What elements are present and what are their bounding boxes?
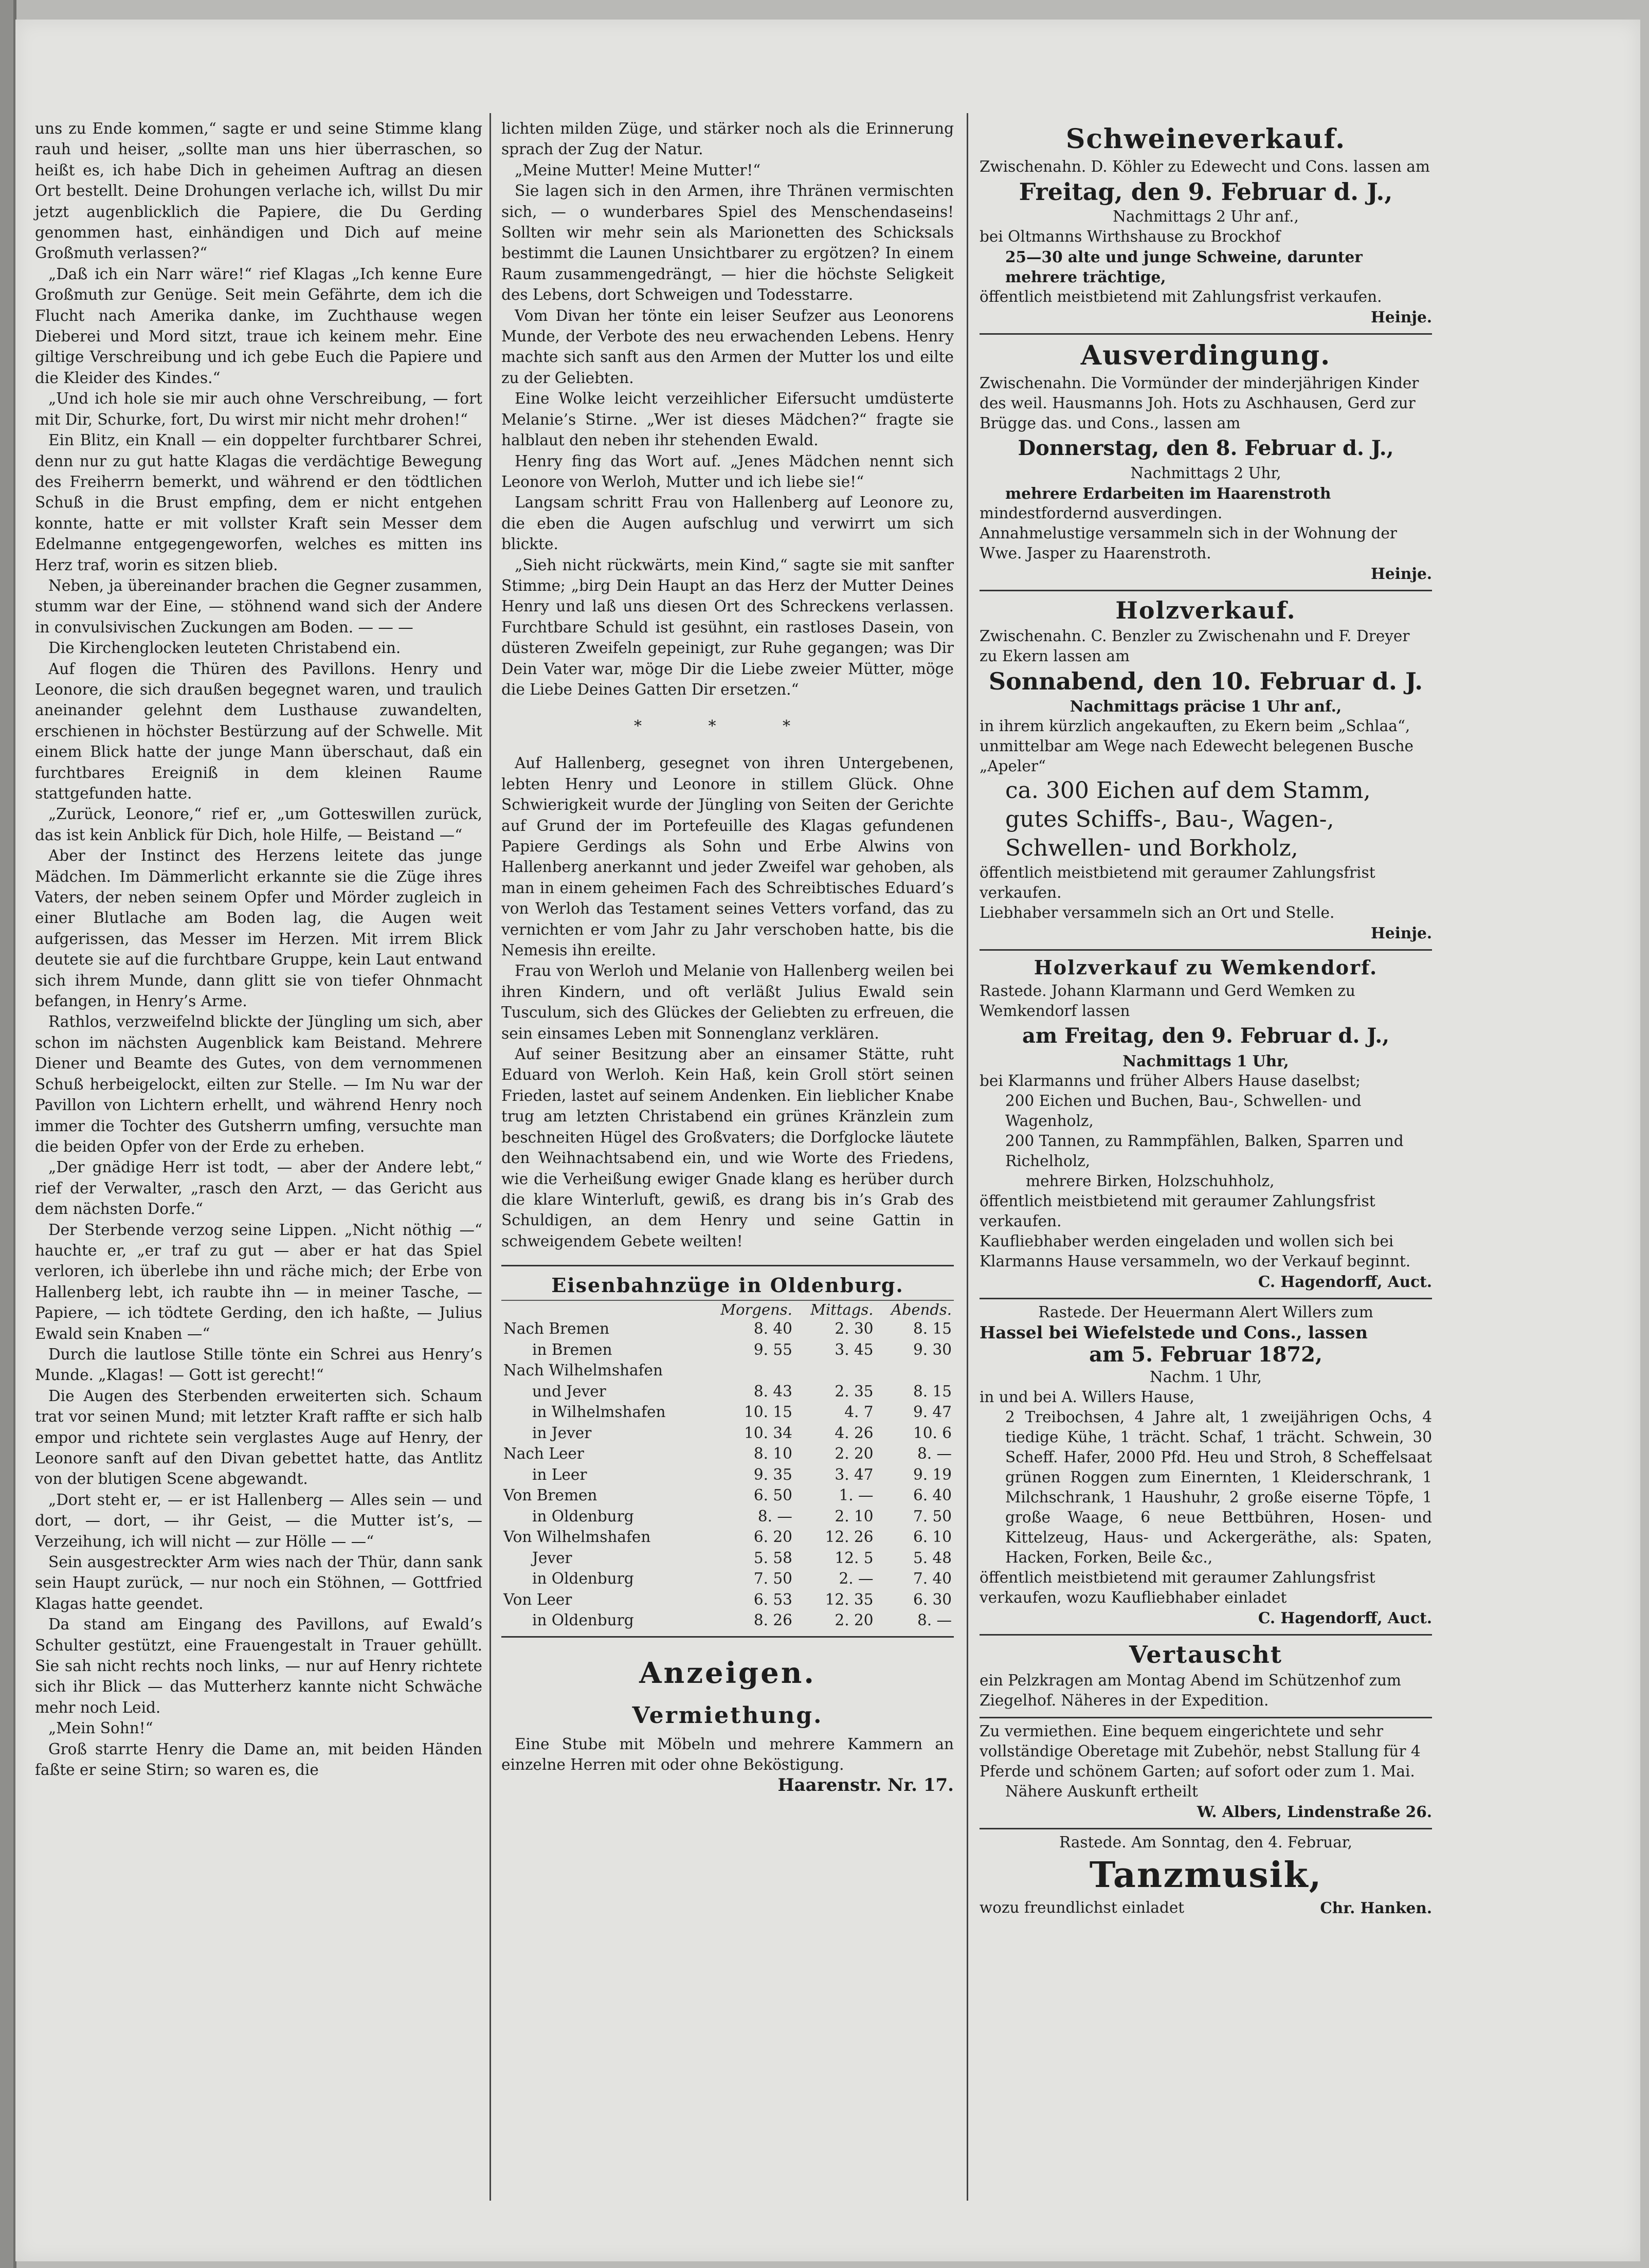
story-paragraph: Neben, ja übereinander brachen die Gegner zusammen, stumm war der Eine, — stöhnend wand sich der Andere in convulsivischen Zuckungen am Boden. — — — xyxy=(35,576,482,636)
railway-time: 8. 10 xyxy=(753,1445,792,1463)
ad-line: 25—30 alte und junge Schweine, darunter mehrere trächtige, xyxy=(1005,248,1363,286)
story-paragraph: Aber der Instinct des Herzens leitete das junge Mädchen. Im Dämmerlicht erkannte sie die Züge ihres Vaters, der neben seinem Opfer und Mörder zugleich in einer Blutlache am Boden lag, die Augen weit aufgerissen, das Messer im Herzen. Mit irrem Blick deutete sie auf die furchtbare Gruppe, kein Laut entwand sich ihrem Munde, dann glitt sie von tiefer Ohnmacht befangen, in Henry’s Arme. xyxy=(35,847,482,1010)
ad-zu-vermiethen xyxy=(980,1718,1432,1829)
ad-date: am Freitag, den 9. Februar d. J., xyxy=(1022,1024,1390,1048)
column-header: Abends. xyxy=(891,1301,952,1319)
ad-signature: Chr. Hanken. xyxy=(1320,1899,1432,1917)
ad-line: Zwischenahn. D. Köhler zu Edewecht und Cons. lassen am xyxy=(980,158,1430,175)
railway-row xyxy=(501,1381,954,1402)
ad-signature: C. Hagendorff, Auct. xyxy=(1258,1273,1432,1291)
railway-time: 3. 47 xyxy=(835,1465,874,1483)
ad-line: Kaufliebhaber werden eingeladen und wollen sich bei Klarmanns Hause versammeln, wo der Verkauf beginnt. xyxy=(980,1232,1411,1270)
story-paragraph: lichten milden Züge, und stärker noch als die Erinnerung sprach der Zug der Natur. xyxy=(501,120,954,158)
ad-holzverkauf-wemkendorf xyxy=(980,951,1432,1299)
story-paragraph: Durch die lautlose Stille tönte ein Schrei aus Henry’s Munde. „Klagas! — Gott ist gerecht!“ xyxy=(35,1345,482,1384)
ad-title: Tanzmusik, xyxy=(1089,1855,1322,1896)
ad-line: öffentlich meistbietend mit geraumer Zahlungsfrist verkaufen, wozu Kaufliebhaber einladet xyxy=(980,1569,1375,1606)
railway-time: 7. 40 xyxy=(913,1570,952,1588)
ad-address: Haarenstr. Nr. 17. xyxy=(777,1775,954,1796)
railway-time xyxy=(702,1360,794,1381)
railway-time: 8. 40 xyxy=(753,1320,792,1338)
story-paragraph: Auf Hallenberg, gesegnet von ihren Untergebenen, lebten Henry und Leonore in stillem Glück. Ohne Schwierigkeit wurde der Jüngling von Seiten der Gerichte auf Grund der im Portefeuille des Klagas gefundenen Papiere Gerdings als Sohn und Erbe Alwins von Hallenberg anerkannt und jeder Zweifel war gehoben, als man in einem geheimen Fach des Schreibtisches Eduard’s von Werloh das Testament seines Vetters vorfand, das zu vernichten er vom Jahr zu Jahr verschoben hatte, bis die Nemesis ihn ereilte. xyxy=(501,754,954,959)
ad-line: 200 Tannen, zu Rammpfählen, Balken, Sparren und Richelholz, xyxy=(1005,1132,1404,1170)
railway-row xyxy=(501,1402,954,1423)
column-rule-left xyxy=(490,113,491,2201)
railway-time: 7. 50 xyxy=(913,1507,952,1525)
railway-station: Jever xyxy=(532,1549,572,1567)
railway-time: 6. 20 xyxy=(753,1528,792,1546)
story-paragraph: „Zurück, Leonore,“ rief er, „um Gotteswillen zurück, das ist kein Anblick für Dich, hole Hilfe, — Beistand —“ xyxy=(35,805,482,844)
story-paragraph: Die Augen des Sterbenden erweiterten sich. Schaum trat vor seinen Mund; mit letzter Kraft raffte er sich halb empor und richtete sein verglastes Auge auf Henry, der Leonore sanft auf den Divan gebettet hatte, das Antlitz von der blutigen Scene abgewandt. xyxy=(35,1387,482,1488)
ad-title: Ausverdingung. xyxy=(1080,340,1331,371)
ad-line: wozu freundlichst einladet xyxy=(980,1899,1185,1916)
railway-time: 8. 43 xyxy=(753,1382,792,1400)
ad-line: 200 Eichen und Buchen, Bau-, Schwellen- und Wagenholz, xyxy=(1005,1092,1362,1130)
railway-row xyxy=(501,1568,954,1589)
railway-row xyxy=(501,1464,954,1485)
railway-time: 2. 30 xyxy=(835,1320,874,1338)
ad-line: Nachmittags 2 Uhr anf., xyxy=(1113,208,1299,225)
railway-station: in Oldenburg xyxy=(532,1507,634,1525)
ad-signature: Heinje. xyxy=(1370,565,1432,583)
ad-line: Zu vermiethen. Eine bequem eingerichtete und sehr vollständige Oberetage mit Zubehör, nebst Stallung für 4 Pferde und schönem Garten; auf sofort oder zum 1. Mai. xyxy=(980,1722,1421,1780)
railway-station: Von Leer xyxy=(503,1590,572,1608)
railway-time xyxy=(794,1360,876,1381)
story-paragraph: Sein ausgestreckter Arm wies nach der Thür, dann sank sein Haupt zurück, — nur noch ein Stöhnen, — Gottfried Klagas hatte geendet. xyxy=(35,1553,482,1612)
ad-line: Nachmittags 1 Uhr, xyxy=(1122,1052,1289,1070)
railway-station: in Oldenburg xyxy=(532,1570,634,1588)
ad-title: Schweineverkauf. xyxy=(1065,123,1346,155)
ad-signature: C. Hagendorff, Auct. xyxy=(1258,1609,1432,1627)
story-paragraph: uns zu Ende kommen,“ sagte er und seine Stimme klang rauh und heiser, „sollte man uns hier überraschen, so heißt es, ich habe Dich in geheimen Auftrag an diesen Ort bestellt. Deine Drohungen verlache ich, willst Du mir jetzt augenblicklich die Papiere, die Du Gerding genommen hast, einhändigen und Dich auf meine Großmuth verlassen?“ xyxy=(35,120,482,262)
railway-time: 2. 35 xyxy=(835,1382,874,1400)
story-paragraph: Groß starrte Henry die Dame an, mit beiden Händen faßte er seine Stirn; so waren es, die xyxy=(35,1740,482,1779)
railway-time: 12. 26 xyxy=(825,1528,874,1546)
ad-line: in ihrem kürzlich angekauften, zu Ekern beim „Schlaa“, unmittelbar am Wege nach Edewecht belegenen Busche „Apeler“ xyxy=(980,717,1414,775)
ad-date: am 5. Februar 1872, xyxy=(1089,1342,1322,1367)
railway-row xyxy=(501,1548,954,1569)
railway-station: in Wilhelmshafen xyxy=(532,1403,666,1421)
story-paragraph: Auf flogen die Thüren des Pavillons. Henry und Leonore, die sich draußen begegnet waren, und traulich aneinander gelehnt dem Lusthause zuwandelten, erschienen in höchster Bestürzung auf der Schwelle. Mit einem Blick hatte der junge Mann überschaut, daß ein furchtbares Ereigniß in dem kleinen Raume stattgefunden hatte. xyxy=(35,660,482,802)
ad-line: Nachmittags 2 Uhr, xyxy=(1130,464,1281,482)
railway-time: 9. 19 xyxy=(913,1465,952,1483)
story-paragraph: Auf seiner Besitzung aber an einsamer Stätte, ruht Eduard von Werloh. Kein Haß, kein Groll stört seinen Frieden, lastet auf seinem Andenken. Ein lieblicher Knabe trug am letzten Christabend ein grünes Kränzlein zum beschneiten Hügel des Großvaters; die Dorfglocke läutete den Weihnachtsabend ein, und wie Worte des Friedens, wie die Verheißung ewiger Gnade klang es herüber durch die klare Winterluft, gewiß, es drang bis in’s Grab des Schuldigen, an dem Henry und seine Gattin in schweigendem Gebete weilten! xyxy=(501,1045,954,1250)
railway-time: 9. 35 xyxy=(753,1465,792,1483)
railway-station: in Jever xyxy=(532,1424,592,1442)
railway-time: 6. 53 xyxy=(753,1590,792,1608)
ad-tanzmusik xyxy=(980,1829,1432,1924)
ad-line: Zwischenahn. C. Benzler zu Zwischenahn und F. Dreyer zu Ekern lassen am xyxy=(980,627,1410,665)
ad-line: Rastede. Am Sonntag, den 4. Februar, xyxy=(1059,1834,1353,1851)
railway-time: 9. 30 xyxy=(913,1340,952,1358)
ad-line: öffentlich meistbietend mit geraumer Zahlungsfrist verkaufen. xyxy=(980,864,1375,901)
railway-table xyxy=(501,1301,954,1631)
story-paragraph: Henry fing das Wort auf. „Jenes Mädchen nennt sich Leonore von Werloh, Mutter und ich liebe sie!“ xyxy=(501,452,954,491)
story-paragraph: Rathlos, verzweifelnd blickte der Jüngling um sich, aber schon im nächsten Augenblick kam Beistand. Mehrere Diener und Beamte des Gutes, von dem vernommenen Schuß herbeigelockt, eilten zur Stelle. — Im Nu war der Pavillon von Lichtern erhellt, und während Henry noch immer die Tochter des Gutsherrn umfing, versuchte man die beiden Opfer von der Erde zu erheben. xyxy=(35,1013,482,1155)
ad-line: in und bei A. Willers Hause, xyxy=(980,1388,1194,1406)
ad-hassel-auction xyxy=(980,1299,1432,1636)
railway-time: 8. 15 xyxy=(913,1382,952,1400)
railway-time: 6. 40 xyxy=(913,1486,952,1504)
ad-line: 2 Treibochsen, 4 Jahre alt, 1 zweijährigen Ochs, 4 tiedige Kühe, 1 trächt. Schaf, 1 trächt. Schwein, 30 Scheff. Hafer, 2000 Pfd. Heu und Stroh, 8 Scheffelsaat grünen Roggen zum Einernten, 1 Kleiderschrank, 1 Milchschrank, 1 Haushuhr, 2 große eiserne Töpfe, 1 große Waage, 6 neue Bettbühren, Hosen- und Kittelzeug, Haus- und Ackergeräthe, als: Spaten, Hacken, Forken, Beile &c., xyxy=(1005,1408,1432,1566)
ad-line: Rastede. Der Heuermann Alert Willers zum xyxy=(1038,1303,1373,1321)
railway-timetable-title: Eisenbahnzüge in Oldenburg. xyxy=(501,1265,954,1301)
railway-time: 1. — xyxy=(839,1486,874,1504)
ad-ausverdingung xyxy=(980,335,1432,591)
railway-row xyxy=(501,1360,954,1381)
ad-schweineverkauf xyxy=(980,118,1432,335)
ad-line: ca. 300 Eichen auf dem Stamm, gutes Schiffs-, Bau-, Wagen-, Schwellen- und Borkholz, xyxy=(1005,777,1371,861)
story-paragraph: „Der gnädige Herr ist todt, — aber der Andere lebt,“ rief der Verwalter, „rasch den Arzt, — das Gericht aus dem nächsten Dorfe.“ xyxy=(35,1158,482,1218)
ad-line: ein Pelzkragen am Montag Abend im Schützenhof zum Ziegelhof. Näheres in der Expedition. xyxy=(980,1672,1401,1709)
railway-time: 12. 5 xyxy=(835,1549,874,1567)
ad-date: Donnerstag, den 8. Februar d. J., xyxy=(1018,436,1394,460)
railway-time: 4. 26 xyxy=(835,1424,874,1442)
railway-time: 2. — xyxy=(839,1570,874,1588)
railway-time: 10. 6 xyxy=(913,1424,952,1442)
ad-signature: Heinje. xyxy=(1370,924,1432,942)
railway-row xyxy=(501,1527,954,1548)
railway-time: 10. 15 xyxy=(744,1403,792,1421)
railway-time: 3. 45 xyxy=(835,1340,874,1358)
railway-row xyxy=(501,1589,954,1610)
ad-line: öffentlich meistbietend mit Zahlungsfrist verkaufen. xyxy=(980,288,1382,305)
ad-line: mindestfordernd ausverdingen. xyxy=(980,504,1223,522)
ad-footer xyxy=(980,1898,1432,1918)
story-paragraph: Eine Wolke leicht verzeihlicher Eifersucht umdüsterte Melanie’s Stirne. „Wer ist dieses Mädchen?“ fragte sie halblaut den neben ihr stehenden Ewald. xyxy=(501,390,954,449)
story-paragraph: Ein Blitz, ein Knall — ein doppelter furchtbarer Schrei, denn nur zu gut hatte Klagas die verdächtige Bewegung des Freiherrn bemerkt, und während er den tödtlichen Schuß in die Brust empfing, dem er nicht entgehen konnte, hatte er mit vollster Kraft sein Messer dem Edelmanne entgegengeworfen, welches es mitten ins Herz traf, worin es sitzen blieb. xyxy=(35,431,482,574)
ad-line: mehrere Birken, Holzschuhholz, xyxy=(1026,1172,1275,1190)
story-column-1 xyxy=(35,118,482,1781)
ad-line: öffentlich meistbietend mit geraumer Zahlungsfrist verkaufen. xyxy=(980,1192,1375,1230)
railway-station: Nach Leer xyxy=(503,1445,584,1463)
railway-time: 8. — xyxy=(757,1507,792,1525)
railway-time: 6. 10 xyxy=(913,1528,952,1546)
railway-row xyxy=(501,1339,954,1360)
railway-row xyxy=(501,1443,954,1464)
ad-line: bei Oltmanns Wirthshause zu Brockhof xyxy=(980,228,1281,245)
story-paragraph: Die Kirchenglocken leuteten Christabend ein. xyxy=(48,639,401,657)
railway-time: 4. 7 xyxy=(844,1403,874,1421)
story-paragraph: „Mein Sohn!“ xyxy=(48,1719,153,1737)
railway-time: 8. — xyxy=(917,1445,952,1463)
ad-line: Nachm. 1 Uhr, xyxy=(1150,1368,1262,1386)
ad-line: bei Klarmanns und früher Albers Hause daselbst; xyxy=(980,1072,1361,1090)
railway-time: 8. 26 xyxy=(753,1611,792,1629)
railway-time: 6. 50 xyxy=(753,1486,792,1504)
ad-title: Holzverkauf zu Wemkendorf. xyxy=(1034,956,1378,979)
column-header: Mittags. xyxy=(810,1301,874,1319)
section-separator-stars: * * * xyxy=(633,717,822,736)
railway-row xyxy=(501,1318,954,1339)
railway-station: in Bremen xyxy=(532,1340,612,1358)
railway-row xyxy=(501,1610,954,1631)
railway-time: 5. 58 xyxy=(753,1549,792,1567)
column-rule-right xyxy=(967,113,968,2201)
railway-time: 9. 47 xyxy=(913,1403,952,1421)
previous-page-edge xyxy=(0,0,13,2268)
ad-text: Eine Stube mit Möbeln und mehrere Kammern an einzelne Herren mit oder ohne Beköstigung. xyxy=(501,1735,954,1774)
railway-station: in Oldenburg xyxy=(532,1611,634,1629)
ad-line: Hassel bei Wiefelstede und Cons., lassen xyxy=(980,1322,1368,1342)
column-header: Morgens. xyxy=(720,1301,792,1319)
ad-holzverkauf xyxy=(980,591,1432,951)
ad-date: Sonnabend, den 10. Februar d. J. xyxy=(988,667,1423,695)
ad-title: Holzverkauf. xyxy=(1115,596,1296,624)
ad-vertauscht xyxy=(980,1636,1432,1718)
railway-station: Von Wilhelmshafen xyxy=(503,1528,651,1546)
story-paragraph: Sie lagen sich in den Armen, ihre Thränen vermischten sich, — o wunderbares Spiel des Menschendaseins! Sollten wir mehr sein als Marionetten des Schicksals bestimmt die Launen Unsichtbarer zu ergötzen? In einem Raum zusammengedrängt, — hier die höchste Seligkeit des Lebens, dort Schweigen und Todesstarre. xyxy=(501,182,954,304)
railway-timetable xyxy=(501,1301,954,1638)
story-paragraph: „Daß ich ein Narr wäre!“ rief Klagas „Ich kenne Eure Großmuth zur Genüge. Seit mein Gefährte, dem ich die Flucht nach Amerika danke, im Zuchthause wegen Dieberei und Mord sitzt, traue ich keinem mehr. Eine giltige Verschreibung und ich gebe Euch die Papiere und die Kleider des Kindes.“ xyxy=(35,265,482,387)
ad-date: Freitag, den 9. Februar d. J., xyxy=(1019,178,1393,206)
ad-title: Vertauscht xyxy=(1129,1641,1283,1668)
ad-line: Liebhaber versammeln sich an Ort und Stelle. xyxy=(980,904,1335,921)
railway-time: 9. 55 xyxy=(753,1340,792,1358)
railway-row xyxy=(501,1485,954,1506)
railway-station: Von Bremen xyxy=(503,1486,597,1504)
railway-time: 8. — xyxy=(917,1611,952,1629)
railway-station: Nach Bremen xyxy=(503,1320,609,1338)
story-paragraph: Frau von Werloh und Melanie von Hallenberg weilen bei ihren Kindern, und oft verläßt Julius Ewald sein Tusculum, sich des Glückes der Geliebten zu erfreuen, die sein einsames Leben mit Sonnenglanz verklären. xyxy=(501,962,954,1042)
story-paragraph: Vom Divan her tönte ein leiser Seufzer aus Leonorens Munde, der Verbote des neu erwachenden Lebens. Henry machte sich sanft aus den Armen der Mutter los und eilte zu der Geliebten. xyxy=(501,306,954,387)
ads-column xyxy=(980,118,1432,1924)
story-paragraph: Der Sterbende verzog seine Lippen. „Nicht nöthig —“ hauchte er, „er traf zu gut — aber er hat das Spiel verloren, ich überlebe ihn und räche mich; der Erbe von Hallenberg lebt, ich raubte ihn — in meiner Tasche, — Papiere, — ich tödtete Gerding, den ich haßte, — Julius Ewald sein Knaben —“ xyxy=(35,1221,482,1342)
railway-time: 12. 35 xyxy=(825,1590,874,1608)
railway-time: 8. 15 xyxy=(913,1320,952,1338)
story-column-2 xyxy=(501,118,954,1796)
railway-station: Nach Wilhelmshafen xyxy=(503,1362,663,1380)
ad-line: Nähere Auskunft ertheilt xyxy=(1005,1783,1198,1800)
railway-row xyxy=(501,1423,954,1444)
railway-time: 10. 34 xyxy=(744,1424,792,1442)
ad-title-vermiethung: Vermiethung. xyxy=(632,1702,823,1729)
railway-time: 6. 30 xyxy=(913,1590,952,1608)
story-paragraph: „Sieh nicht rückwärts, mein Kind,“ sagte sie mit sanfter Stimme; „birg Dein Haupt an das Herz der Mutter Deines Henry und laß uns diesen Ort des Schreckens verlassen. Furchtbare Schuld ist gesühnt, ein rastloses Dasein, von düsteren Zweifeln gepeinigt, zur Ruhe gegangen; was Dir Dein Vater war, möge Dir die Liebe zweier Mütter, möge die Liebe Deines Gatten Dir ersetzen.“ xyxy=(501,556,954,698)
railway-time: 2. 20 xyxy=(835,1611,874,1629)
ad-line: Zwischenahn. Die Vormünder der minderjährigen Kinder des weil. Hausmanns Joh. Hots zu Aschhausen, Gerd zur Brügge das. und Cons., lassen am xyxy=(980,374,1419,432)
story-paragraph: Da stand am Eingang des Pavillons, auf Ewald’s Schulter gestützt, eine Frauengestalt in Trauer gehüllt. Sie sah nicht rechts noch links, — nur auf Henry richtete sich ihr Blick — das Mutterherz kannte nicht Schwäche mehr noch Leid. xyxy=(35,1616,482,1716)
story-paragraph: „Meine Mutter! Meine Mutter!“ xyxy=(515,161,761,179)
ad-signature: W. Albers, Lindenstraße 26. xyxy=(1197,1803,1432,1821)
story-paragraph: „Dort steht er, — er ist Hallenberg — Alles sein — und dort, — dort, — ihr Geist, — die Mutter ist’s, — Verzeihung, ich will nicht — zur Hölle — —“ xyxy=(35,1491,482,1550)
railway-time: 2. 10 xyxy=(835,1507,874,1525)
railway-station: in Leer xyxy=(532,1465,587,1483)
railway-time: 2. 20 xyxy=(835,1445,874,1463)
railway-station: und Jever xyxy=(532,1382,606,1400)
ad-line: Nachmittags präcise 1 Uhr anf., xyxy=(1070,697,1342,715)
railway-row xyxy=(501,1506,954,1527)
story-paragraph: Langsam schritt Frau von Hallenberg auf Leonore zu, die eben die Augen aufschlug und verwirrt um sich blickte. xyxy=(501,494,954,553)
story-paragraph: „Und ich hole sie mir auch ohne Verschreibung, — fort mit Dir, Schurke, fort, Du wirst mir nicht mehr drohen!“ xyxy=(35,390,482,428)
ad-line: mehrere Erdarbeiten im Haarenstroth xyxy=(1005,484,1331,502)
railway-time: 7. 50 xyxy=(753,1570,792,1588)
ad-line: Annahmelustige versammeln sich in der Wohnung der Wwe. Jasper zu Haarenstroth. xyxy=(980,524,1397,562)
ads-section-title: Anzeigen. xyxy=(639,1656,816,1690)
railway-time xyxy=(875,1360,954,1381)
ad-line: Rastede. Johann Klarmann und Gerd Wemken zu Wemkendorf lassen xyxy=(980,982,1355,1020)
ad-signature: Heinje. xyxy=(1370,308,1432,326)
railway-time: 5. 48 xyxy=(913,1549,952,1567)
